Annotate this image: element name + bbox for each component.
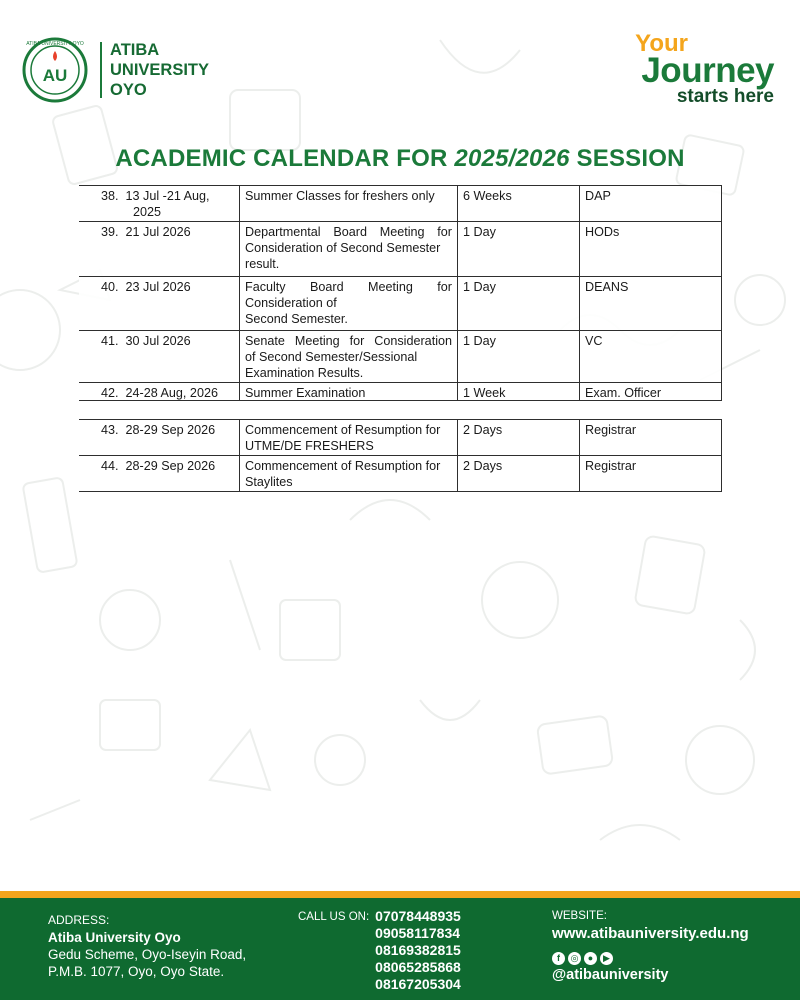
date-cell xyxy=(79,186,239,221)
responsible-cell: Exam. Officer xyxy=(579,383,722,400)
duration-cell: 2 Days xyxy=(457,456,579,491)
facebook-icon[interactable]: f xyxy=(552,952,565,965)
duration-cell: 1 Day xyxy=(457,277,579,330)
row-number: 39. xyxy=(101,225,119,239)
event-text: Summer Classes for freshers only xyxy=(245,189,435,203)
event-text: of Second Semester/Sessional xyxy=(245,350,418,364)
calendar-table xyxy=(79,185,722,492)
tagline-your: Your xyxy=(635,30,688,57)
title-year: 2025/2026 xyxy=(454,145,570,172)
responsible-cell: DEANS xyxy=(579,277,722,330)
event-text: Departmental Board Meeting for xyxy=(245,225,452,239)
event-text: Senate Meeting for Consideration xyxy=(245,334,452,348)
university-name-line: OYO xyxy=(110,81,147,99)
event-text: UTME/DE FRESHERS xyxy=(245,439,374,453)
responsible-cell: DAP xyxy=(579,186,722,221)
date-cell xyxy=(79,277,239,330)
phone-number[interactable]: 09058117834 xyxy=(375,925,461,941)
phone-number[interactable]: 08169382815 xyxy=(375,942,461,958)
tagline xyxy=(635,32,774,108)
address-line: P.M.B. 1077, Oyo, Oyo State. xyxy=(48,964,225,979)
logo-divider xyxy=(100,42,102,98)
date-text: 21 Jul 2026 xyxy=(125,225,191,239)
website-label: WEBSITE: xyxy=(552,910,607,922)
event-text: Consideration of Second Semester xyxy=(245,241,441,255)
tagline-starts-here: starts here xyxy=(676,86,774,107)
university-name xyxy=(110,40,209,100)
responsible-cell: HODs xyxy=(579,222,722,276)
youtube-icon[interactable]: ▶ xyxy=(600,952,613,965)
responsible-cell: VC xyxy=(579,331,722,382)
duration-cell: 6 Weeks xyxy=(457,186,579,221)
address-name: Atiba University Oyo xyxy=(48,930,181,945)
row-number: 42. xyxy=(101,386,119,400)
event-text: Commencement of Resumption for xyxy=(245,459,441,473)
date-text: 13 Jul -21 Aug, xyxy=(125,189,210,203)
date-cell xyxy=(79,383,239,400)
tagline-journey: Journey xyxy=(641,51,774,90)
event-cell xyxy=(239,456,457,491)
call-label: CALL US ON: xyxy=(298,911,370,923)
title-prefix: ACADEMIC CALENDAR FOR xyxy=(115,145,455,172)
event-text: Commencement of Resumption for xyxy=(245,423,441,437)
university-name-line: ATIBA xyxy=(110,41,160,59)
phone-number[interactable]: 08065285868 xyxy=(375,959,461,975)
event-cell xyxy=(239,383,457,400)
date-text: 28-29 Sep 2026 xyxy=(125,459,216,473)
duration-cell: 2 Days xyxy=(457,420,579,455)
university-name-line: UNIVERSITY xyxy=(110,61,210,79)
event-cell xyxy=(239,186,457,221)
logo-ring-text: ATIBA UNIVERSITY OYO xyxy=(26,41,84,47)
logo-letters: AU xyxy=(42,66,68,85)
event-text: result. xyxy=(245,257,280,271)
row-number: 43. xyxy=(101,423,119,437)
duration-cell: 1 Day xyxy=(457,222,579,276)
date-cell xyxy=(79,331,239,382)
event-cell xyxy=(239,222,457,276)
website-link[interactable]: www.atibauniversity.edu.ng xyxy=(552,925,749,942)
footer-web xyxy=(552,909,749,984)
phone-number[interactable]: 08167205304 xyxy=(375,976,461,992)
table-gap xyxy=(79,401,722,419)
table-row xyxy=(79,331,722,383)
row-number: 38. xyxy=(101,189,119,203)
table-row xyxy=(79,456,722,492)
twitter-icon[interactable]: ● xyxy=(584,952,597,965)
date-text: 2025 xyxy=(133,205,162,219)
event-cell xyxy=(239,420,457,455)
duration-cell: 1 Day xyxy=(457,331,579,382)
footer-accent-strip xyxy=(0,891,800,898)
table-row xyxy=(79,419,722,456)
responsible-cell: Registrar xyxy=(579,420,722,455)
date-text: 24-28 Aug, 2026 xyxy=(125,386,218,400)
table-row xyxy=(79,277,722,331)
table-row xyxy=(79,222,722,277)
duration-cell: 1 Week xyxy=(457,383,579,400)
event-text: Examination Results. xyxy=(245,366,364,380)
phone-number[interactable]: 07078448935 xyxy=(375,908,461,924)
footer-phones xyxy=(298,908,461,993)
row-number: 41. xyxy=(101,334,119,348)
date-text: 30 Jul 2026 xyxy=(125,334,191,348)
social-handle[interactable]: @atibauniversity xyxy=(552,967,669,983)
date-text: 23 Jul 2026 xyxy=(125,280,191,294)
footer xyxy=(0,898,800,1000)
event-cell xyxy=(239,277,457,330)
row-number: 40. xyxy=(101,280,119,294)
instagram-icon[interactable]: ◎ xyxy=(568,952,581,965)
title-suffix: SESSION xyxy=(569,145,685,172)
row-number: 44. xyxy=(101,459,119,473)
date-text: 28-29 Sep 2026 xyxy=(125,423,216,437)
page-title xyxy=(0,145,800,173)
date-cell xyxy=(79,420,239,455)
event-text: Consideration of xyxy=(245,296,337,310)
event-cell xyxy=(239,331,457,382)
address-line: Gedu Scheme, Oyo-Iseyin Road, xyxy=(48,947,247,962)
event-text: Faculty Board Meeting for xyxy=(245,280,452,294)
responsible-cell: Registrar xyxy=(579,456,722,491)
date-cell xyxy=(79,456,239,491)
university-logo xyxy=(22,37,88,103)
address-label: ADDRESS: xyxy=(48,913,110,927)
table-row xyxy=(79,185,722,222)
event-text: Summer Examination xyxy=(245,386,366,400)
social-icons xyxy=(552,952,749,965)
event-text: Staylites xyxy=(245,475,293,489)
footer-address xyxy=(48,912,246,980)
table-row xyxy=(79,383,722,401)
date-cell xyxy=(79,222,239,276)
event-text: Second Semester. xyxy=(245,312,348,326)
